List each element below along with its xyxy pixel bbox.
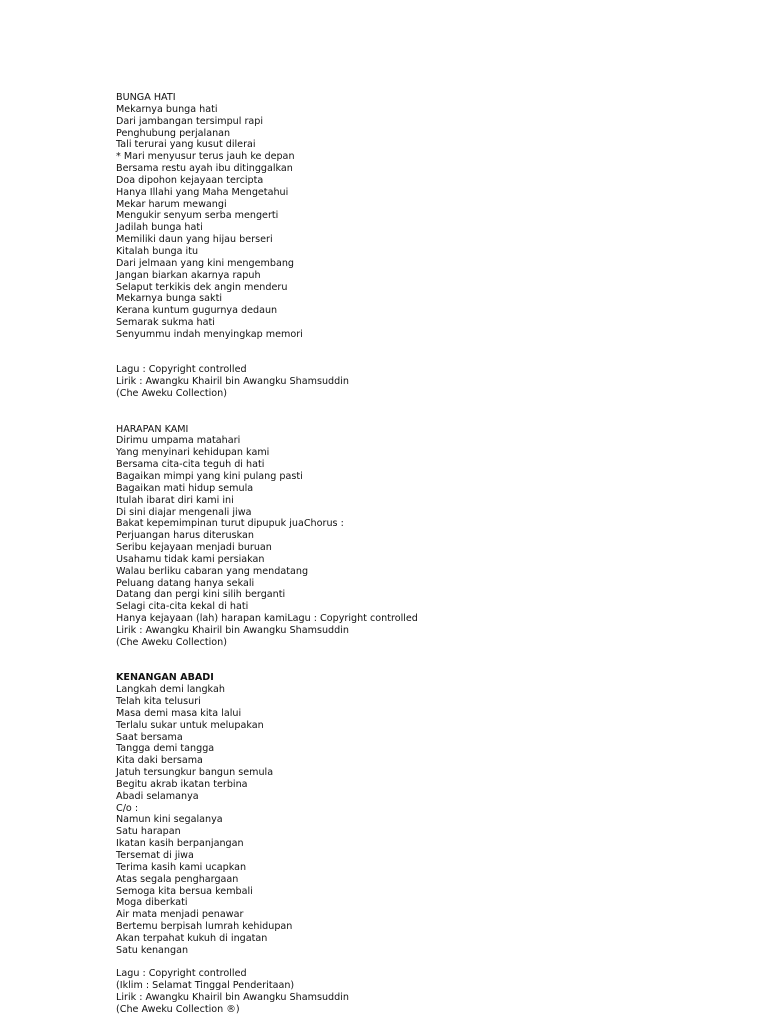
line: Masa demi masa kita lalui <box>116 707 242 719</box>
line: Seribu kejayaan menjadi buruan <box>116 542 272 554</box>
line: Dirimu umpama matahari <box>116 435 241 447</box>
line: Walau berliku cabaran yang mendatang <box>116 565 309 577</box>
line: Mekarnya bunga hati <box>116 103 218 115</box>
line: Saat bersama <box>116 731 183 743</box>
line: Semarak sukma hati <box>116 317 215 329</box>
song-bunga-hati <box>116 92 716 341</box>
line: Bagaikan mati hidup semula <box>116 482 254 494</box>
line: Lirik : Awangku Khairil bin Awangku Shamsuddin <box>116 376 349 388</box>
line: Jatuh tersungkur bangun semula <box>116 767 274 779</box>
line: Tangga demi tangga <box>116 743 215 755</box>
song-harapan-kami <box>116 424 716 649</box>
song-kenangan-abadi <box>116 672 716 956</box>
line: Lirik : Awangku Khairil bin Awangku Shamsuddin <box>116 992 349 1004</box>
line: Kita daki bersama <box>116 755 203 767</box>
line: Mekar harum mewangi <box>116 198 227 210</box>
line: Tersemat di jiwa <box>116 850 194 861</box>
line: Bersama cita-cita teguh di hati <box>116 459 265 471</box>
line: Kitalah bunga itu <box>116 245 199 257</box>
line: Peluang datang hanya sekali <box>116 577 255 589</box>
line: Satu harapan <box>116 826 181 838</box>
blank-line <box>116 412 716 424</box>
line: Penghubung perjalanan <box>116 127 231 139</box>
line: Bersama restu ayah ibu ditinggalkan <box>116 163 293 175</box>
line: Selaput terkikis dek angin menderu <box>116 281 288 293</box>
line: Telah kita telusuri <box>116 696 201 708</box>
line: HARAPAN KAMI <box>116 423 189 435</box>
blank-line <box>116 661 716 673</box>
line: Di sini diajar mengenali jiwa <box>116 506 252 518</box>
line: Lirik : Awangku Khairil bin Awangku Shamsuddin <box>116 624 349 636</box>
blank-line <box>116 341 716 353</box>
line: Jangan biarkan akarnya rapuh <box>116 269 261 281</box>
line: Itulah ibarat diri kami ini <box>116 494 234 506</box>
line: Hanya kejayaan (lah) harapan kamiLagu : Copyright controlled <box>116 613 418 625</box>
line: Atas segala penghargaan <box>116 873 239 885</box>
line: Memiliki daun yang hijau berseri <box>116 234 273 246</box>
line: Mengukir senyum serba mengerti <box>116 210 279 222</box>
line: Bakat kepemimpinan turut dipupuk juaChorus : <box>116 518 344 530</box>
line: Satu kenangan <box>116 944 189 956</box>
line: Ikatan kasih berpanjangan <box>116 838 244 850</box>
line: Lagu : Copyright controlled <box>116 968 247 980</box>
blank-line <box>116 649 716 661</box>
line: Usahamu tidak kami persiakan <box>116 553 265 565</box>
line: Perjuangan harus diteruskan <box>116 530 254 542</box>
line: Air mata menjadi penawar <box>116 909 244 921</box>
blank-line <box>116 957 716 969</box>
line: Selagi cita-cita kekal di hati <box>116 601 249 613</box>
blank-line <box>116 400 716 412</box>
line: Dari jelmaan yang kini mengembang <box>116 257 294 269</box>
line: Bertemu berpisah lumrah kehidupan <box>116 921 293 933</box>
line: Begitu akrab ikatan terbina <box>116 778 248 790</box>
document-text <box>116 92 716 1016</box>
line: Semoga kita bersua kembali <box>116 885 253 897</box>
line: Lagu : Copyright controlled <box>116 364 247 376</box>
line: (Iklim : Selamat Tinggal Penderitaan) <box>116 980 295 992</box>
line: Namun kini segalanya <box>116 814 223 826</box>
line: Mekarnya bunga sakti <box>116 293 223 305</box>
line: Abadi selamanya <box>116 790 199 802</box>
line: Moga diberkati <box>116 897 188 909</box>
credits-kenangan-abadi <box>116 968 716 1015</box>
song-title: KENANGAN ABADI <box>116 672 214 684</box>
line: (Che Aweku Collection) <box>116 636 227 648</box>
line: C/o : <box>116 802 139 814</box>
line: Terima kasih kami ucapkan <box>116 861 247 873</box>
line: BUNGA HATI <box>116 92 176 103</box>
line: Kerana kuntum gugurnya dedaun <box>116 305 278 317</box>
line: Senyummu indah menyingkap memori <box>116 328 303 340</box>
line: Akan terpahat kukuh di ingatan <box>116 932 268 944</box>
line: (Che Aweku Collection) <box>116 388 227 400</box>
line: Datang dan pergi kini silih berganti <box>116 589 286 601</box>
line: Hanya Illahi yang Maha Mengetahui <box>116 186 289 198</box>
line: Dari jambangan tersimpul rapi <box>116 115 264 127</box>
line: Tali terurai yang kusut dilerai <box>116 139 256 151</box>
line: Terlalu sukar untuk melupakan <box>116 719 264 731</box>
line: * Mari menyusur terus jauh ke depan <box>116 151 295 163</box>
line: Yang menyinari kehidupan kami <box>116 447 270 459</box>
credits-bunga-hati <box>116 364 716 400</box>
blank-line <box>116 353 716 365</box>
line: Langkah demi langkah <box>116 684 225 696</box>
line: (Che Aweku Collection ®) <box>116 1003 240 1015</box>
line: Jadilah bunga hati <box>116 222 203 234</box>
line: Doa dipohon kejayaan tercipta <box>116 174 264 186</box>
line: Bagaikan mimpi yang kini pulang pasti <box>116 471 303 482</box>
